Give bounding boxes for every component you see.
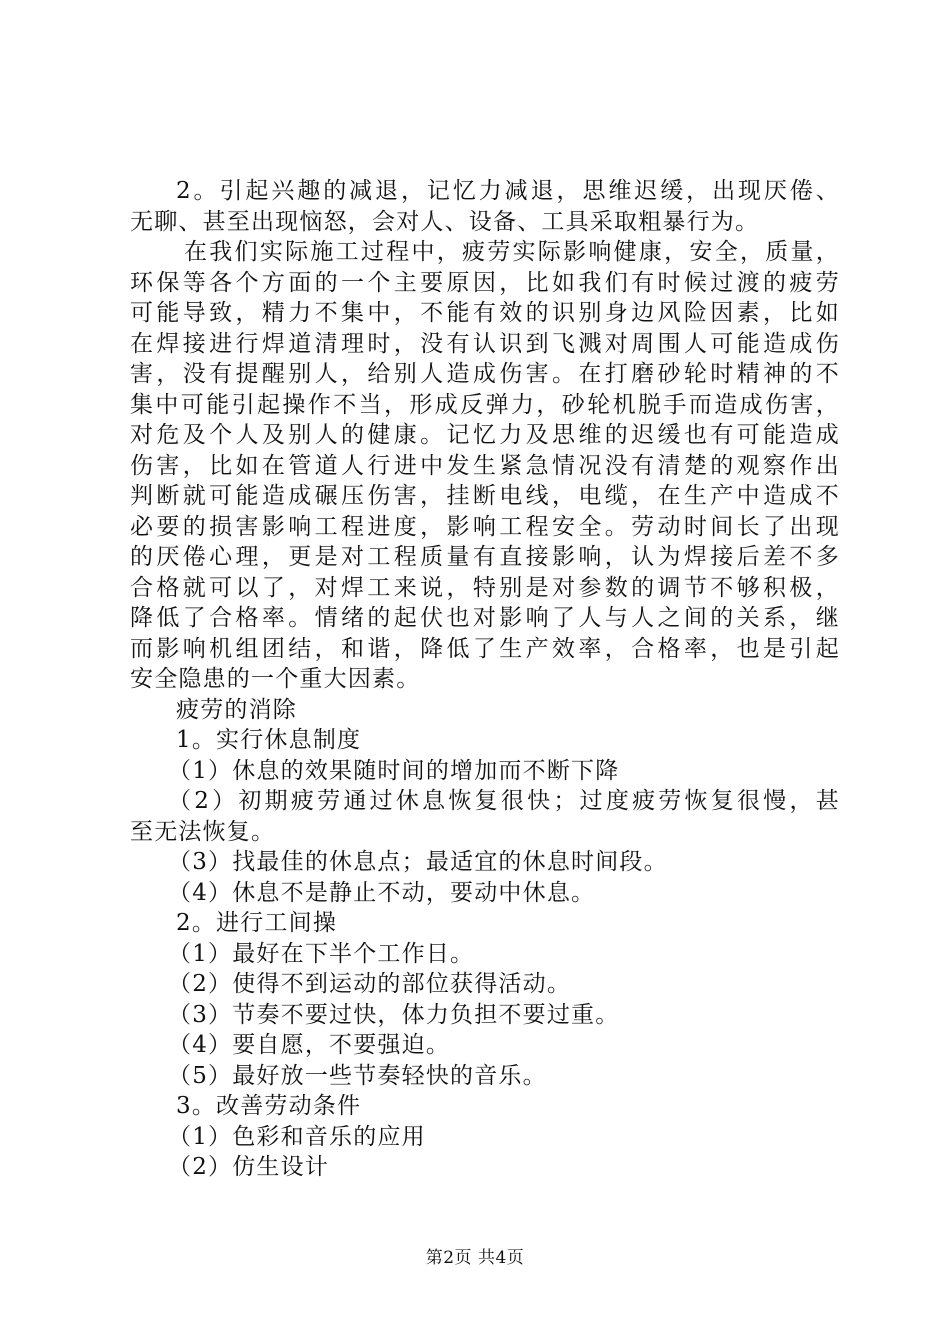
text-line: 必要的损害影响工程进度，影响工程安全。劳动时间长了出现	[130, 513, 840, 540]
text-line: 判断就可能造成碾压伤害，挂断电线，电缆，在生产中造成不	[130, 483, 840, 509]
text-line: 的厌倦心理，更是对工程质量有直接影响，认为焊接后差不多	[130, 544, 840, 570]
text-line: 集中可能引起操作不当，形成反弹力，砂轮机脱手而造成伤害，	[130, 391, 840, 418]
page-number-label: 第2页 共4页	[425, 1248, 525, 1268]
document-body	[130, 176, 840, 1183]
text-line: （3）节奏不要过快，体力负担不要过重。	[168, 1001, 620, 1028]
text-line: （4）要自愿，不要强迫。	[168, 1032, 451, 1058]
text-line: 3。改善劳动条件	[176, 1093, 362, 1119]
text-line: 2。引起兴趣的减退，记忆力减退，思维迟缓，出现厌倦、	[176, 178, 840, 204]
text-line: 无聊、甚至出现恼怒，会对人、设备、工具采取粗暴行为。	[130, 208, 760, 235]
text-line: （5）最好放一些节奏轻快的音乐。	[168, 1062, 547, 1089]
text-line: （1）休息的效果随时间的增加而不断下降	[168, 757, 620, 784]
text-line: （1）色彩和音乐的应用	[168, 1123, 426, 1150]
text-line: 可能导致，精力不集中，不能有效的识别身边风险因素，比如	[130, 300, 840, 326]
text-line: 环保等各个方面的一个主要原因，比如我们有时候过渡的疲劳	[130, 269, 840, 296]
text-line: 而影响机组团结，和谐，降低了生产效率，合格率，也是引起	[130, 635, 840, 662]
text-line: （2）初期疲劳通过休息恢复很快；过度疲劳恢复很慢，甚	[168, 788, 840, 814]
text-line: （2）仿生设计	[168, 1154, 330, 1180]
text-line: 害，没有提醒别人，给别人造成伤害。在打磨砂轮时精神的不	[130, 361, 840, 387]
text-line: 合格就可以了，对焊工来说，特别是对参数的调节不够积极，	[130, 574, 840, 601]
text-line: （2）使得不到运动的部位获得活动。	[168, 971, 572, 997]
text-line: 疲劳的消除	[176, 696, 297, 723]
page-footer	[0, 1243, 950, 1268]
text-line: （1）最好在下半个工作日。	[168, 940, 475, 967]
text-line: 安全隐患的一个重大因素。	[130, 666, 421, 692]
text-line: 在焊接进行焊道清理时，没有认识到飞溅对周围人可能造成伤	[130, 330, 840, 357]
text-line: 在我们实际施工过程中，疲劳实际影响健康，安全，质量，	[184, 239, 840, 265]
text-line: 降低了合格率。情绪的起伏也对影响了人与人之间的关系，继	[130, 605, 840, 631]
text-line: （4）休息不是静止不动，要动中休息。	[168, 879, 596, 906]
text-line: 2。进行工间操	[176, 910, 338, 936]
text-line: （3）找最佳的休息点；最适宜的休息时间段。	[168, 849, 668, 875]
text-line: 1。实行休息制度	[176, 727, 362, 753]
text-line: 伤害，比如在管道人行进中发生紧急情况没有清楚的观察作出	[130, 452, 840, 479]
text-line: 至无法恢复。	[130, 818, 276, 845]
text-line: 对危及个人及别人的健康。记忆力及思维的迟缓也有可能造成	[130, 422, 840, 448]
